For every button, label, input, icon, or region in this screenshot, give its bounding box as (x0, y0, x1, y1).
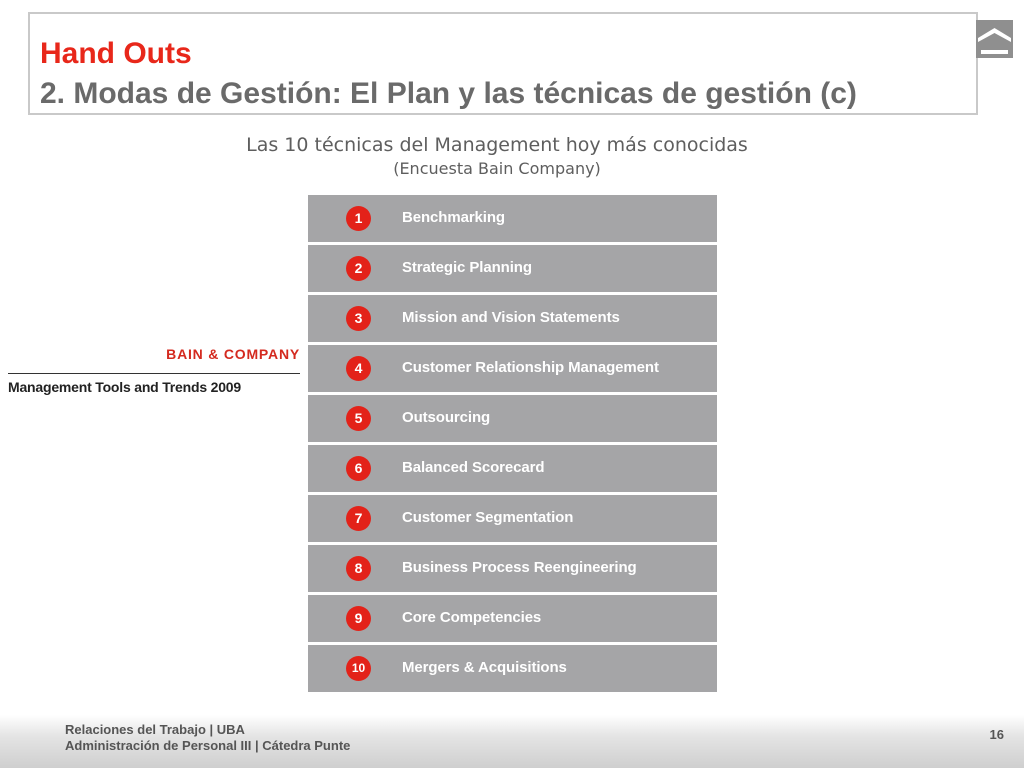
list-item-label: Outsourcing (402, 409, 491, 426)
list-item (308, 295, 717, 342)
section-heading: Las 10 técnicas del Management hoy más conocidas (246, 134, 748, 156)
divider (8, 373, 300, 374)
list-item (308, 345, 717, 392)
bain-logo-block (8, 345, 300, 395)
title-hand-outs: Hand Outs (40, 37, 192, 70)
list-item-label: Mission and Vision Statements (402, 309, 620, 326)
bain-report-title: Management Tools and Trends 2009 (8, 379, 241, 395)
number-badge: 6 (346, 456, 371, 481)
number-badge: 7 (346, 506, 371, 531)
bain-company-name: BAIN & COMPANY (166, 346, 300, 362)
techniques-list (308, 195, 717, 693)
number-badge: 3 (346, 306, 371, 331)
page-number: 16 (989, 727, 1004, 742)
footer-line-1: Relaciones del Trabajo | UBA (65, 722, 245, 737)
list-item-label: Benchmarking (402, 209, 505, 226)
list-item (308, 395, 717, 442)
list-item (308, 545, 717, 592)
list-item (308, 445, 717, 492)
list-item-label: Business Process Reengineering (402, 559, 637, 576)
home-icon[interactable] (976, 20, 1013, 58)
number-badge: 9 (346, 606, 371, 631)
list-item (308, 645, 717, 692)
number-badge: 1 (346, 206, 371, 231)
list-item-label: Strategic Planning (402, 259, 532, 276)
section-subheading: (Encuesta Bain Company) (393, 159, 601, 178)
footer (0, 715, 1024, 768)
list-item (308, 495, 717, 542)
page-title: 2. Modas de Gestión: El Plan y las técnicas de gestión (c) (40, 77, 857, 110)
list-item-label: Balanced Scorecard (402, 459, 545, 476)
number-badge: 5 (346, 406, 371, 431)
list-item-label: Mergers & Acquisitions (402, 659, 567, 676)
list-item-label: Core Competencies (402, 609, 542, 626)
list-item (308, 595, 717, 642)
footer-line-2: Administración de Personal III | Cátedra Punte (65, 738, 351, 753)
number-badge: 2 (346, 256, 371, 281)
list-item (308, 195, 717, 242)
list-item-label: Customer Relationship Management (402, 359, 659, 376)
list-item (308, 245, 717, 292)
number-badge: 4 (346, 356, 371, 381)
number-badge: 10 (346, 656, 371, 681)
list-item-label: Customer Segmentation (402, 509, 574, 526)
number-badge: 8 (346, 556, 371, 581)
